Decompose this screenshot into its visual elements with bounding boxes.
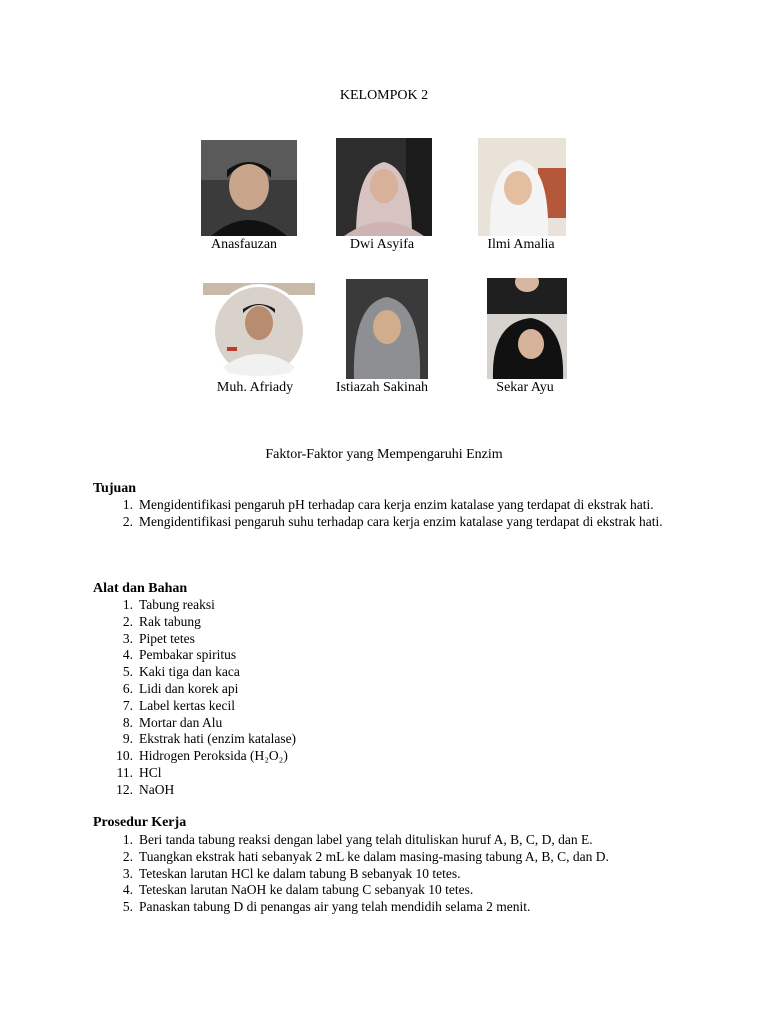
member-photo-6 [487, 278, 567, 379]
list-item: 5. Kaki tiga dan kaca [122, 664, 240, 680]
member-photo-3 [478, 138, 566, 236]
list-item: 3. Pipet tetes [122, 630, 195, 646]
list-item: 1. Beri tanda tabung reaksi dengan label yang telah dituliskan huruf A, B, C, D, dan E. [122, 832, 593, 847]
list-item: 8. Mortar dan Alu [122, 714, 223, 730]
list-item: 10. Hidrogen Peroksida (H₂O₂) [116, 748, 288, 764]
list-item: 1. Tabung reaksi [122, 597, 215, 612]
list-item: 7. Label kertas kecil [122, 697, 235, 713]
prosedur-heading: Prosedur Kerja [93, 815, 187, 830]
list-item: 6. Lidi dan korek api [122, 680, 239, 696]
group-title: KELOMPOK 2 [339, 88, 429, 103]
member-name-2: Dwi Asyifa [349, 237, 415, 252]
alat-heading: Alat dan Bahan [93, 581, 188, 596]
list-item: 12. NaOH [116, 781, 175, 797]
member-name-3: Ilmi Amalia [487, 237, 555, 252]
member-name-1: Anasfauzan [210, 237, 278, 252]
list-item: 9. Ekstrak hati (enzim katalase) [122, 731, 297, 747]
list-item: 2. Rak tabung [122, 613, 201, 629]
member-photo-2 [336, 138, 432, 236]
list-item: 5. Panaskan tabung D di penangas air yang telah mendidih selama 2 menit. [122, 899, 531, 915]
prosedur-list [93, 832, 675, 916]
member-name-4: Muh. Afriady [216, 380, 294, 395]
member-name-6: Sekar Ayu [496, 380, 554, 395]
tujuan-list [93, 497, 675, 531]
member-photo-1 [201, 140, 297, 236]
list-item: 2. Mengidentifikasi pengaruh suhu terhadap cara kerja enzim katalase yang terdapat di ekstrak hati. [122, 513, 663, 529]
member-photo-5 [346, 279, 428, 379]
alat-list [93, 597, 675, 799]
list-item: 2. Tuangkan ekstrak hati sebanyak 2 mL ke dalam masing-masing tabung A, B, C, dan D. [122, 848, 609, 864]
list-item: 4. Pembakar spiritus [122, 647, 237, 663]
member-photo-4 [203, 283, 315, 379]
document-title: Faktor-Faktor yang Mempengaruhi Enzim [265, 447, 503, 462]
list-item: 11. HCl [116, 764, 162, 780]
list-item: 1. Mengidentifikasi pengaruh pH terhadap cara kerja enzim katalase yang terdapat di ekstrak hati. [122, 497, 654, 512]
list-item: 4. Teteskan larutan NaOH ke dalam tabung C sebanyak 10 tetes. [122, 882, 474, 898]
list-item: 3. Teteskan larutan HCl ke dalam tabung B sebanyak 10 tetes. [122, 865, 461, 881]
member-name-5: Istiazah Sakinah [335, 380, 429, 395]
tujuan-heading: Tujuan [93, 481, 137, 496]
